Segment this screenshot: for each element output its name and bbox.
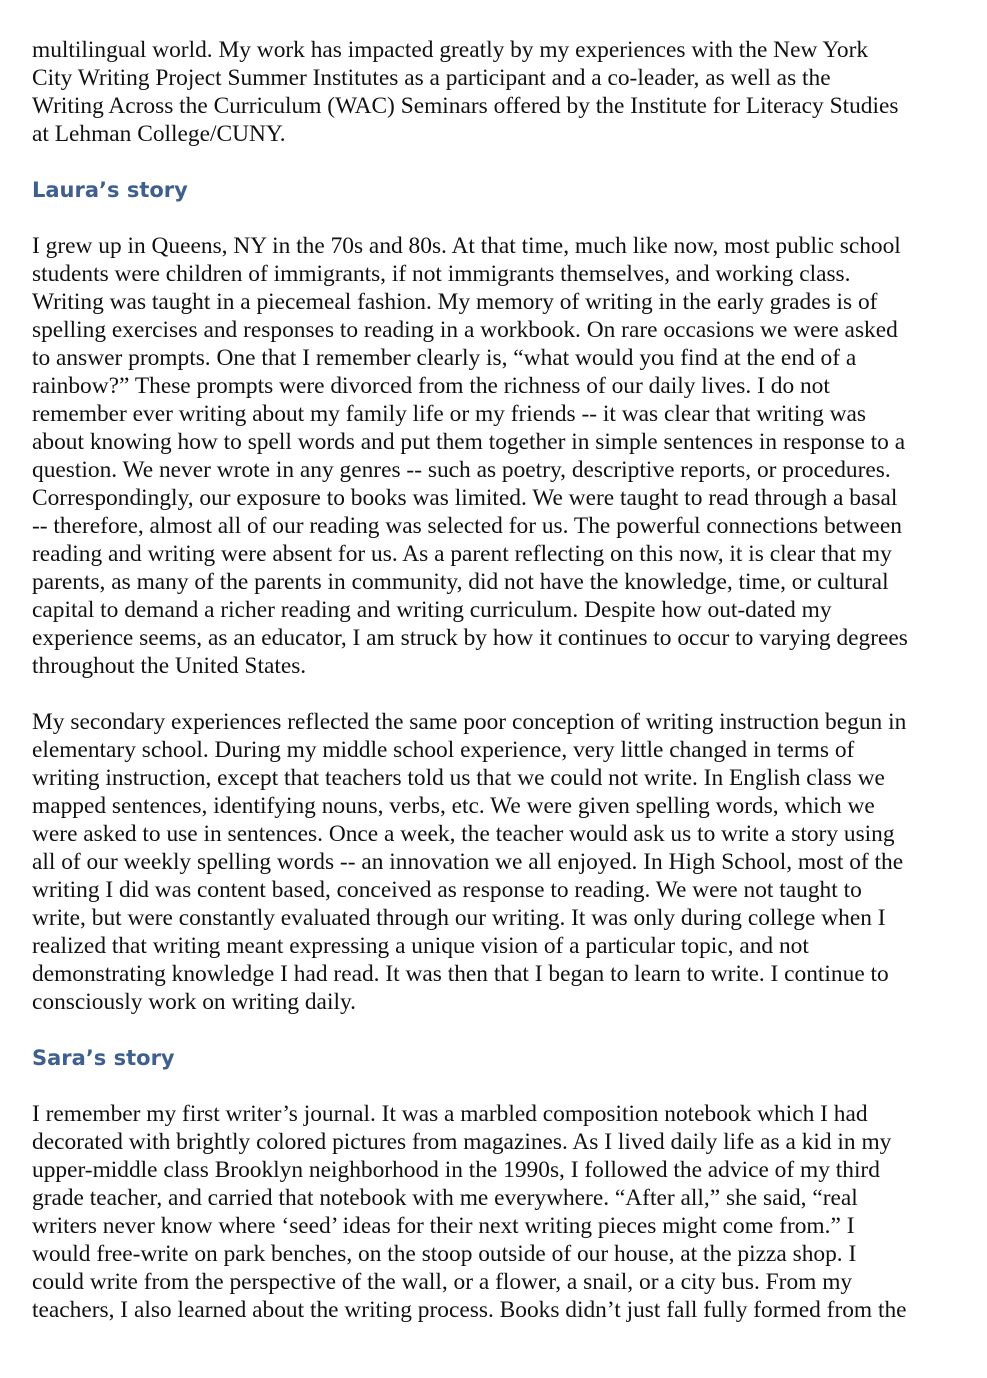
document-page <box>32 36 957 1324</box>
text-line: capital to demand a richer reading and writing curriculum. Despite how out-dated my <box>32 597 832 623</box>
text-line: realized that writing meant expressing a unique vision of a particular topic, and not <box>32 933 809 959</box>
text-line: elementary school. During my middle school experience, very little changed in terms of <box>32 737 855 763</box>
text-line: multilingual world. My work has impacted greatly by my experiences with the New York <box>32 37 869 63</box>
text-line: consciously work on writing daily. <box>32 989 356 1015</box>
text-line: grade teacher, and carried that notebook with me everywhere. “After all,” she said, “real <box>32 1185 858 1211</box>
text-line: writers never know where ‘seed’ ideas for their next writing pieces might come from.” I <box>32 1213 855 1239</box>
text-line: decorated with brightly colored pictures from magazines. As I lived daily life as a kid in my <box>32 1129 892 1155</box>
text-line: experience seems, as an educator, I am struck by how it continues to occur to varying degrees <box>32 625 908 651</box>
intro-paragraph <box>32 36 957 148</box>
text-line: teachers, I also learned about the writing process. Books didn’t just fall fully formed from the <box>32 1297 907 1323</box>
text-line: were asked to use in sentences. Once a week, the teacher would ask us to write a story using <box>32 821 895 847</box>
text-line: -- therefore, almost all of our reading was selected for us. The powerful connections between <box>32 513 902 539</box>
text-line: reading and writing were absent for us. As a parent reflecting on this now, it is clear that my <box>32 541 892 567</box>
text-line: about knowing how to spell words and put them together in simple sentences in response to a <box>32 429 906 455</box>
text-line: writing instruction, except that teachers told us that we could not write. In English class we <box>32 765 885 791</box>
laura-story-heading: Laura’s story <box>32 178 188 202</box>
text-line: demonstrating knowledge I had read. It was then that I began to learn to write. I continue to <box>32 961 889 987</box>
sara-paragraph-1 <box>32 1100 957 1324</box>
text-line: mapped sentences, identifying nouns, verbs, etc. We were given spelling words, which we <box>32 793 875 819</box>
text-line: spelling exercises and responses to reading in a workbook. On rare occasions we were asked <box>32 317 898 343</box>
text-line: Writing was taught in a piecemeal fashion. My memory of writing in the early grades is of <box>32 289 878 315</box>
text-line: to answer prompts. One that I remember clearly is, “what would you find at the end of a <box>32 345 857 371</box>
text-line: question. We never wrote in any genres -- such as poetry, descriptive reports, or procedures. <box>32 457 891 483</box>
text-line: writing I did was content based, conceived as response to reading. We were not taught to <box>32 877 862 903</box>
text-line: I grew up in Queens, NY in the 70s and 80s. At that time, much like now, most public school <box>32 233 901 259</box>
text-line: upper-middle class Brooklyn neighborhood in the 1990s, I followed the advice of my third <box>32 1157 880 1183</box>
text-line: City Writing Project Summer Institutes as a participant and a co-leader, as well as the <box>32 65 831 91</box>
laura-paragraph-1 <box>32 232 957 680</box>
text-line: rainbow?” These prompts were divorced from the richness of our daily lives. I do not <box>32 373 830 399</box>
text-line: I remember my first writer’s journal. It was a marbled composition notebook which I had <box>32 1101 868 1127</box>
sara-story-heading: Sara’s story <box>32 1046 175 1070</box>
text-line: Correspondingly, our exposure to books was limited. We were taught to read through a basal <box>32 485 898 511</box>
text-line: at Lehman College/CUNY. <box>32 121 286 147</box>
text-line: write, but were constantly evaluated through our writing. It was only during college when I <box>32 905 886 931</box>
text-line: throughout the United States. <box>32 653 307 679</box>
text-line: would free-write on park benches, on the stoop outside of our house, at the pizza shop. I <box>32 1241 857 1267</box>
text-line: students were children of immigrants, if not immigrants themselves, and working class. <box>32 261 851 287</box>
text-line: My secondary experiences reflected the same poor conception of writing instruction begun in <box>32 709 907 735</box>
text-line: could write from the perspective of the wall, or a flower, a snail, or a city bus. From my <box>32 1269 853 1295</box>
text-line: remember ever writing about my family life or my friends -- it was clear that writing was <box>32 401 866 427</box>
text-line: parents, as many of the parents in community, did not have the knowledge, time, or cultural <box>32 569 889 595</box>
text-line: all of our weekly spelling words -- an innovation we all enjoyed. In High School, most of the <box>32 849 904 875</box>
text-line: Writing Across the Curriculum (WAC) Seminars offered by the Institute for Literacy Studies <box>32 93 899 119</box>
laura-paragraph-2 <box>32 708 957 1016</box>
